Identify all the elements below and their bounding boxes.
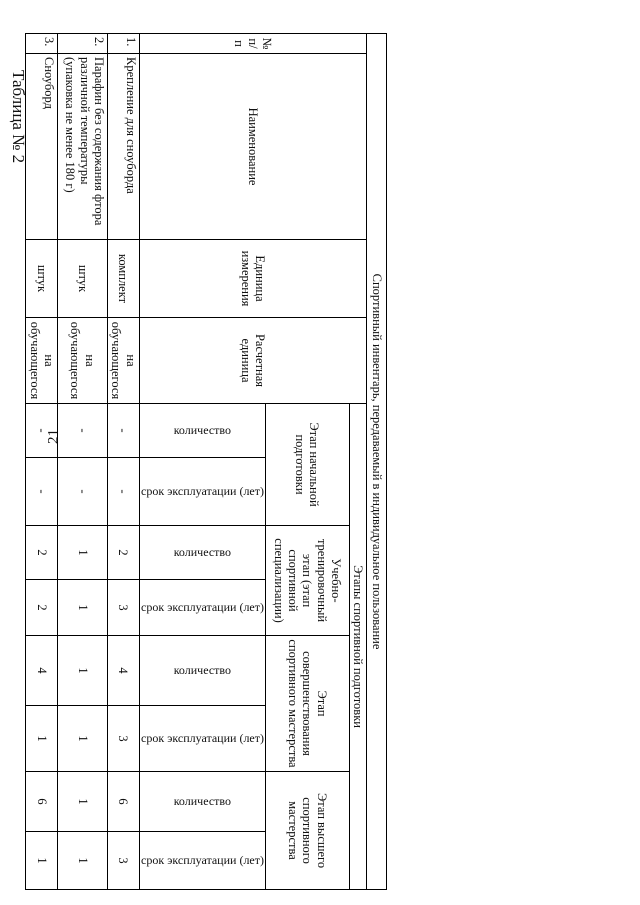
header-stage-training: Учебно-тренировочный этап (этап спортивной специализации): [265, 526, 349, 636]
header-unit: Единица измерения: [139, 240, 366, 318]
row-value: 1: [57, 832, 107, 890]
header-stage-improvement: Этап совершенствования спортивного мастерства: [265, 636, 349, 772]
row-name: Крепление для сноуборда: [107, 54, 139, 240]
header-stage-initial: Этап начальной подготовки: [265, 404, 349, 526]
table-row: [26, 34, 58, 890]
page-number: 21: [45, 429, 62, 444]
row-unit: штук: [26, 240, 58, 318]
table-caption: Таблица № 2: [9, 70, 28, 164]
table-title: Спортивный инвентарь, передаваемый в индивидуальное пользование: [367, 34, 387, 890]
header-term: срок эксплуатации (лет): [140, 852, 264, 867]
table-row: [107, 34, 139, 890]
row-value: 3: [107, 706, 139, 772]
row-name: Сноуборд: [26, 54, 58, 240]
row-unit: комплект: [107, 240, 139, 318]
header-qty: количество: [173, 544, 231, 559]
row-value: 1: [57, 636, 107, 706]
row-value: 3: [107, 832, 139, 890]
header-num: № п/п: [139, 34, 366, 54]
row-value: 1: [26, 832, 58, 890]
row-value: 4: [107, 636, 139, 706]
header-term: срок эксплуатации (лет): [140, 483, 264, 498]
row-value: 1: [57, 772, 107, 832]
row-value: -: [26, 458, 58, 526]
row-value: 2: [26, 580, 58, 636]
row-value: 1: [57, 526, 107, 580]
row-value: 6: [107, 772, 139, 832]
row-value: -: [107, 458, 139, 526]
header-qty: количество: [173, 793, 231, 808]
table-row: [57, 34, 107, 890]
row-value: -: [26, 404, 58, 458]
row-value: -: [57, 458, 107, 526]
row-calc-unit: на обучающегося: [57, 318, 107, 404]
header-term: срок эксплуатации (лет): [140, 730, 264, 745]
header-stage-higher: Этап высшего спортивного мастерства: [265, 772, 349, 890]
header-calc-unit: Расчетная единица: [139, 318, 366, 404]
row-num: 3.: [26, 34, 58, 54]
row-value: 2: [26, 526, 58, 580]
row-value: 6: [26, 772, 58, 832]
row-value: -: [57, 404, 107, 458]
row-value: 2: [107, 526, 139, 580]
row-num: 1.: [107, 34, 139, 54]
row-name: Парафин без содержания фтора различной температуры (упаковка не менее 180 г): [57, 54, 107, 240]
row-value: 1: [57, 706, 107, 772]
header-term: срок эксплуатации (лет): [140, 599, 264, 614]
row-unit: штук: [57, 240, 107, 318]
header-qty: количество: [173, 422, 231, 437]
row-num: 2.: [57, 34, 107, 54]
row-value: 4: [26, 636, 58, 706]
row-value: 3: [107, 580, 139, 636]
header-stages: Этапы спортивной подготовки: [349, 404, 366, 890]
inventory-table: [25, 33, 387, 890]
row-calc-unit: на обучающегося: [107, 318, 139, 404]
header-qty: количество: [173, 662, 231, 677]
row-value: -: [107, 404, 139, 458]
row-value: 1: [57, 580, 107, 636]
header-name: Наименование: [139, 54, 366, 240]
row-calc-unit: на обучающегося: [26, 318, 58, 404]
row-value: 1: [26, 706, 58, 772]
